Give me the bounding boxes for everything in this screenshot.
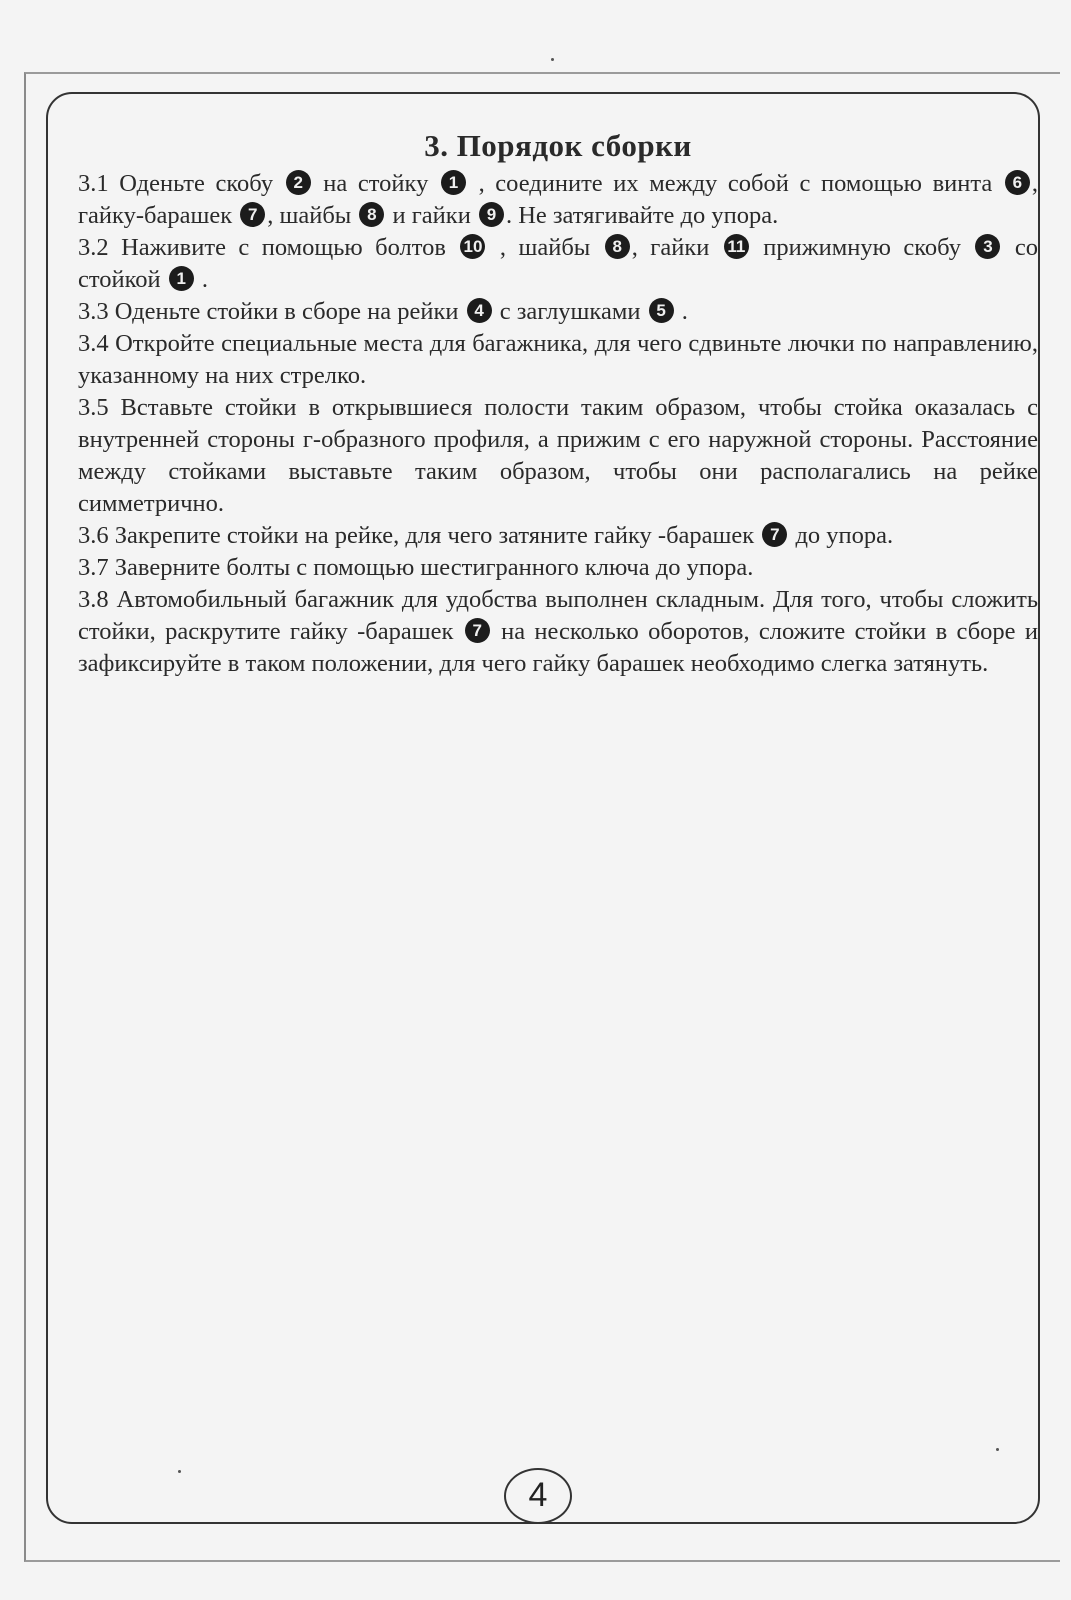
paragraph-text: . Не затягивайте до упора. xyxy=(505,202,779,229)
part-number-marker: 11 xyxy=(724,234,749,259)
scan-speck xyxy=(178,1470,181,1473)
part-number-marker: 9 xyxy=(479,202,504,227)
assembly-instructions xyxy=(78,168,1038,680)
part-number-marker: 8 xyxy=(605,234,630,259)
paragraph-text: со стойкой xyxy=(78,234,1038,293)
paragraph-text: 3.3 Оденьте стойки в сборе на рейки xyxy=(78,298,465,325)
paragraph-text: 3.7 Заверните болты с помощью шестигранного ключа до упора. xyxy=(78,554,754,581)
scan-speck xyxy=(551,58,554,61)
paragraph-3-8 xyxy=(78,584,1038,680)
paragraph-text: 3.5 Вставьте стойки в открывшиеся полости таким образом, чтобы стойка оказалась с внутренней стороны г-образного профиля, а прижим с его наружной стороны. Расстояние между стойками выставьте таким образом, чтобы они располагались на рейке симметрично. xyxy=(78,394,1038,517)
scan-speck xyxy=(996,1448,999,1451)
paragraph-text: . xyxy=(195,266,209,293)
paragraph-text: 3.2 Наживите с помощью болтов xyxy=(78,234,459,261)
part-number-marker: 5 xyxy=(649,298,674,323)
part-number-marker: 4 xyxy=(467,298,492,323)
paragraph-3-5 xyxy=(78,392,1038,520)
paragraph-text: до упора. xyxy=(789,522,894,549)
part-number-marker: 7 xyxy=(240,202,265,227)
part-number-marker: 7 xyxy=(465,618,490,643)
part-number-marker: 3 xyxy=(975,234,1000,259)
paragraph-3-4 xyxy=(78,328,1038,392)
paragraph-text: 3.6 Закрепите стойки на рейке, для чего затяните гайку -барашек xyxy=(78,522,761,549)
paragraph-text: , гайку-барашек xyxy=(78,170,1038,229)
paragraph-text: 3.4 Откройте специальные места для багажника, для чего сдвиньте лючки по направлению, указанному на них стрелко. xyxy=(78,330,1038,389)
paragraph-text: и гайки xyxy=(386,202,477,229)
paragraph-text: 3.8 Автомобильный багажник для удобства выполнен складным. Для того, чтобы сложить стойки, раскрутите гайку -барашек xyxy=(78,586,1038,645)
page-content xyxy=(78,124,1038,680)
part-number-marker: 10 xyxy=(460,234,485,259)
paragraph-text: , шайбы xyxy=(487,234,603,261)
paragraph-3-2 xyxy=(78,232,1038,296)
part-number-marker: 2 xyxy=(286,170,311,195)
paragraph-text: на несколько оборотов, сложите стойки в сборе и зафиксируйте в таком положении, для чего гайку барашек необходимо слегка затянуть. xyxy=(78,618,1039,677)
paragraph-text: прижимную скобу xyxy=(750,234,974,261)
part-number-marker: 8 xyxy=(359,202,384,227)
paragraph-3-7 xyxy=(78,552,1038,584)
paragraph-text: , соедините их между собой с помощью винта xyxy=(467,170,1003,197)
paragraph-3-3 xyxy=(78,296,1038,328)
paragraph-text: 3.1 Оденьте скобу xyxy=(78,170,284,197)
paragraph-text: на стойку xyxy=(312,170,439,197)
part-number-marker: 7 xyxy=(762,522,787,547)
paragraph-3-6 xyxy=(78,520,1038,552)
paragraph-text: , шайбы xyxy=(267,202,358,229)
part-number-marker: 6 xyxy=(1005,170,1030,195)
paragraph-text: с заглушками xyxy=(493,298,647,325)
paragraph-text: , гайки xyxy=(631,234,722,261)
paragraph-text: . xyxy=(675,298,688,325)
paragraph-3-1 xyxy=(78,168,1038,232)
part-number-marker: 1 xyxy=(169,266,194,291)
page-number: 4 xyxy=(504,1468,572,1524)
section-title: 3. Порядок сборки xyxy=(424,128,692,163)
part-number-marker: 1 xyxy=(441,170,466,195)
